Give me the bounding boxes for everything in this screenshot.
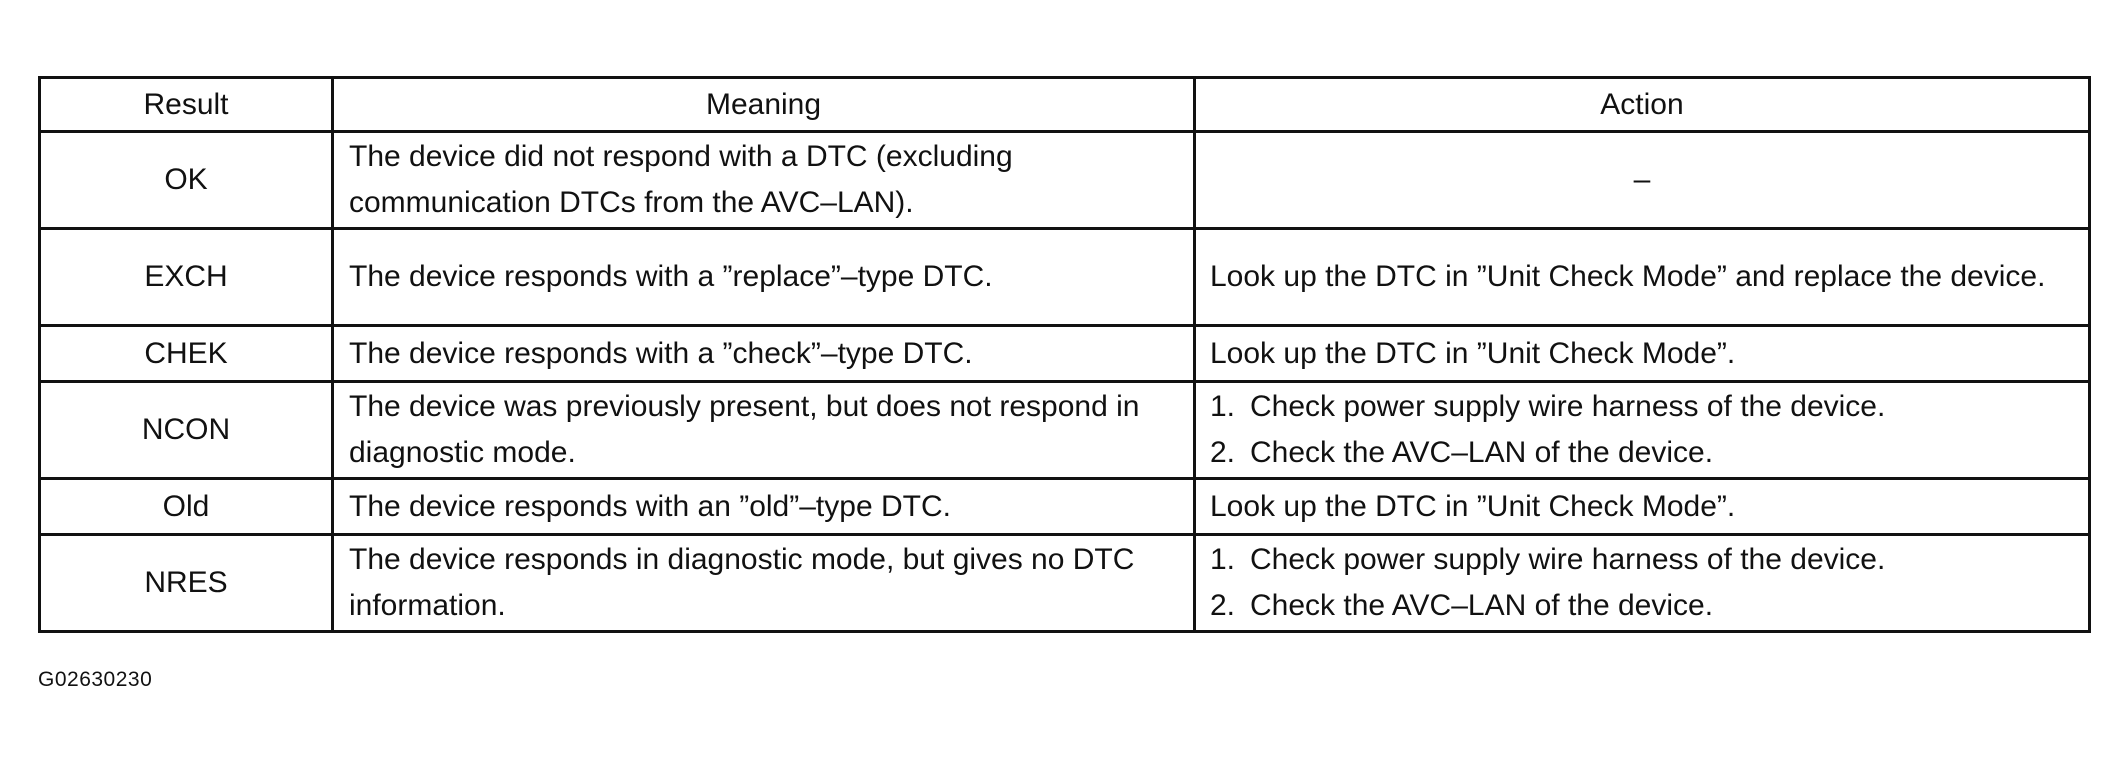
action-cell — [1195, 382, 2090, 479]
table-row — [40, 229, 2090, 326]
action-step — [1210, 537, 2074, 583]
step-number: 2. — [1210, 436, 1236, 469]
meaning-cell: The device did not respond with a DTC (excluding communication DTCs from the AVC–LAN). — [333, 132, 1195, 229]
result-cell: CHEK — [40, 326, 333, 382]
action-cell: Look up the DTC in ”Unit Check Mode”. — [1195, 479, 2090, 535]
step-text: Check the AVC–LAN of the device. — [1250, 589, 1714, 622]
action-cell — [1195, 535, 2090, 632]
action-cell: – — [1195, 132, 2090, 229]
table-row — [40, 132, 2090, 229]
table-header-row — [40, 78, 2090, 132]
header-action: Action — [1195, 78, 2090, 132]
result-cell: NCON — [40, 382, 333, 479]
result-cell: OK — [40, 132, 333, 229]
meaning-cell: The device responds with a ”check”–type DTC. — [333, 326, 1195, 382]
step-number: 1. — [1210, 543, 1236, 576]
action-steps-list — [1210, 537, 2074, 629]
step-number: 1. — [1210, 390, 1236, 423]
table-row — [40, 479, 2090, 535]
step-text: Check power supply wire harness of the device. — [1250, 543, 1886, 576]
action-cell: Look up the DTC in ”Unit Check Mode”. — [1195, 326, 2090, 382]
table-row — [40, 382, 2090, 479]
step-text: Check the AVC–LAN of the device. — [1250, 436, 1714, 469]
meaning-cell: The device responds in diagnostic mode, but gives no DTC information. — [333, 535, 1195, 632]
action-steps-list — [1210, 384, 2074, 476]
result-cell: EXCH — [40, 229, 333, 326]
meaning-cell: The device responds with an ”old”–type DTC. — [333, 479, 1195, 535]
action-step — [1210, 430, 2074, 476]
action-cell: Look up the DTC in ”Unit Check Mode” and replace the device. — [1195, 229, 2090, 326]
table-row — [40, 326, 2090, 382]
step-text: Check power supply wire harness of the device. — [1250, 390, 1886, 423]
action-step — [1210, 583, 2074, 629]
action-step — [1210, 384, 2074, 430]
result-cell: Old — [40, 479, 333, 535]
step-number: 2. — [1210, 589, 1236, 622]
meaning-cell: The device responds with a ”replace”–type DTC. — [333, 229, 1195, 326]
header-meaning: Meaning — [333, 78, 1195, 132]
dtc-result-table — [38, 76, 2091, 633]
header-result: Result — [40, 78, 333, 132]
result-cell: NRES — [40, 535, 333, 632]
table-row — [40, 535, 2090, 632]
figure-id: G02630230 — [38, 668, 153, 691]
meaning-cell: The device was previously present, but does not respond in diagnostic mode. — [333, 382, 1195, 479]
